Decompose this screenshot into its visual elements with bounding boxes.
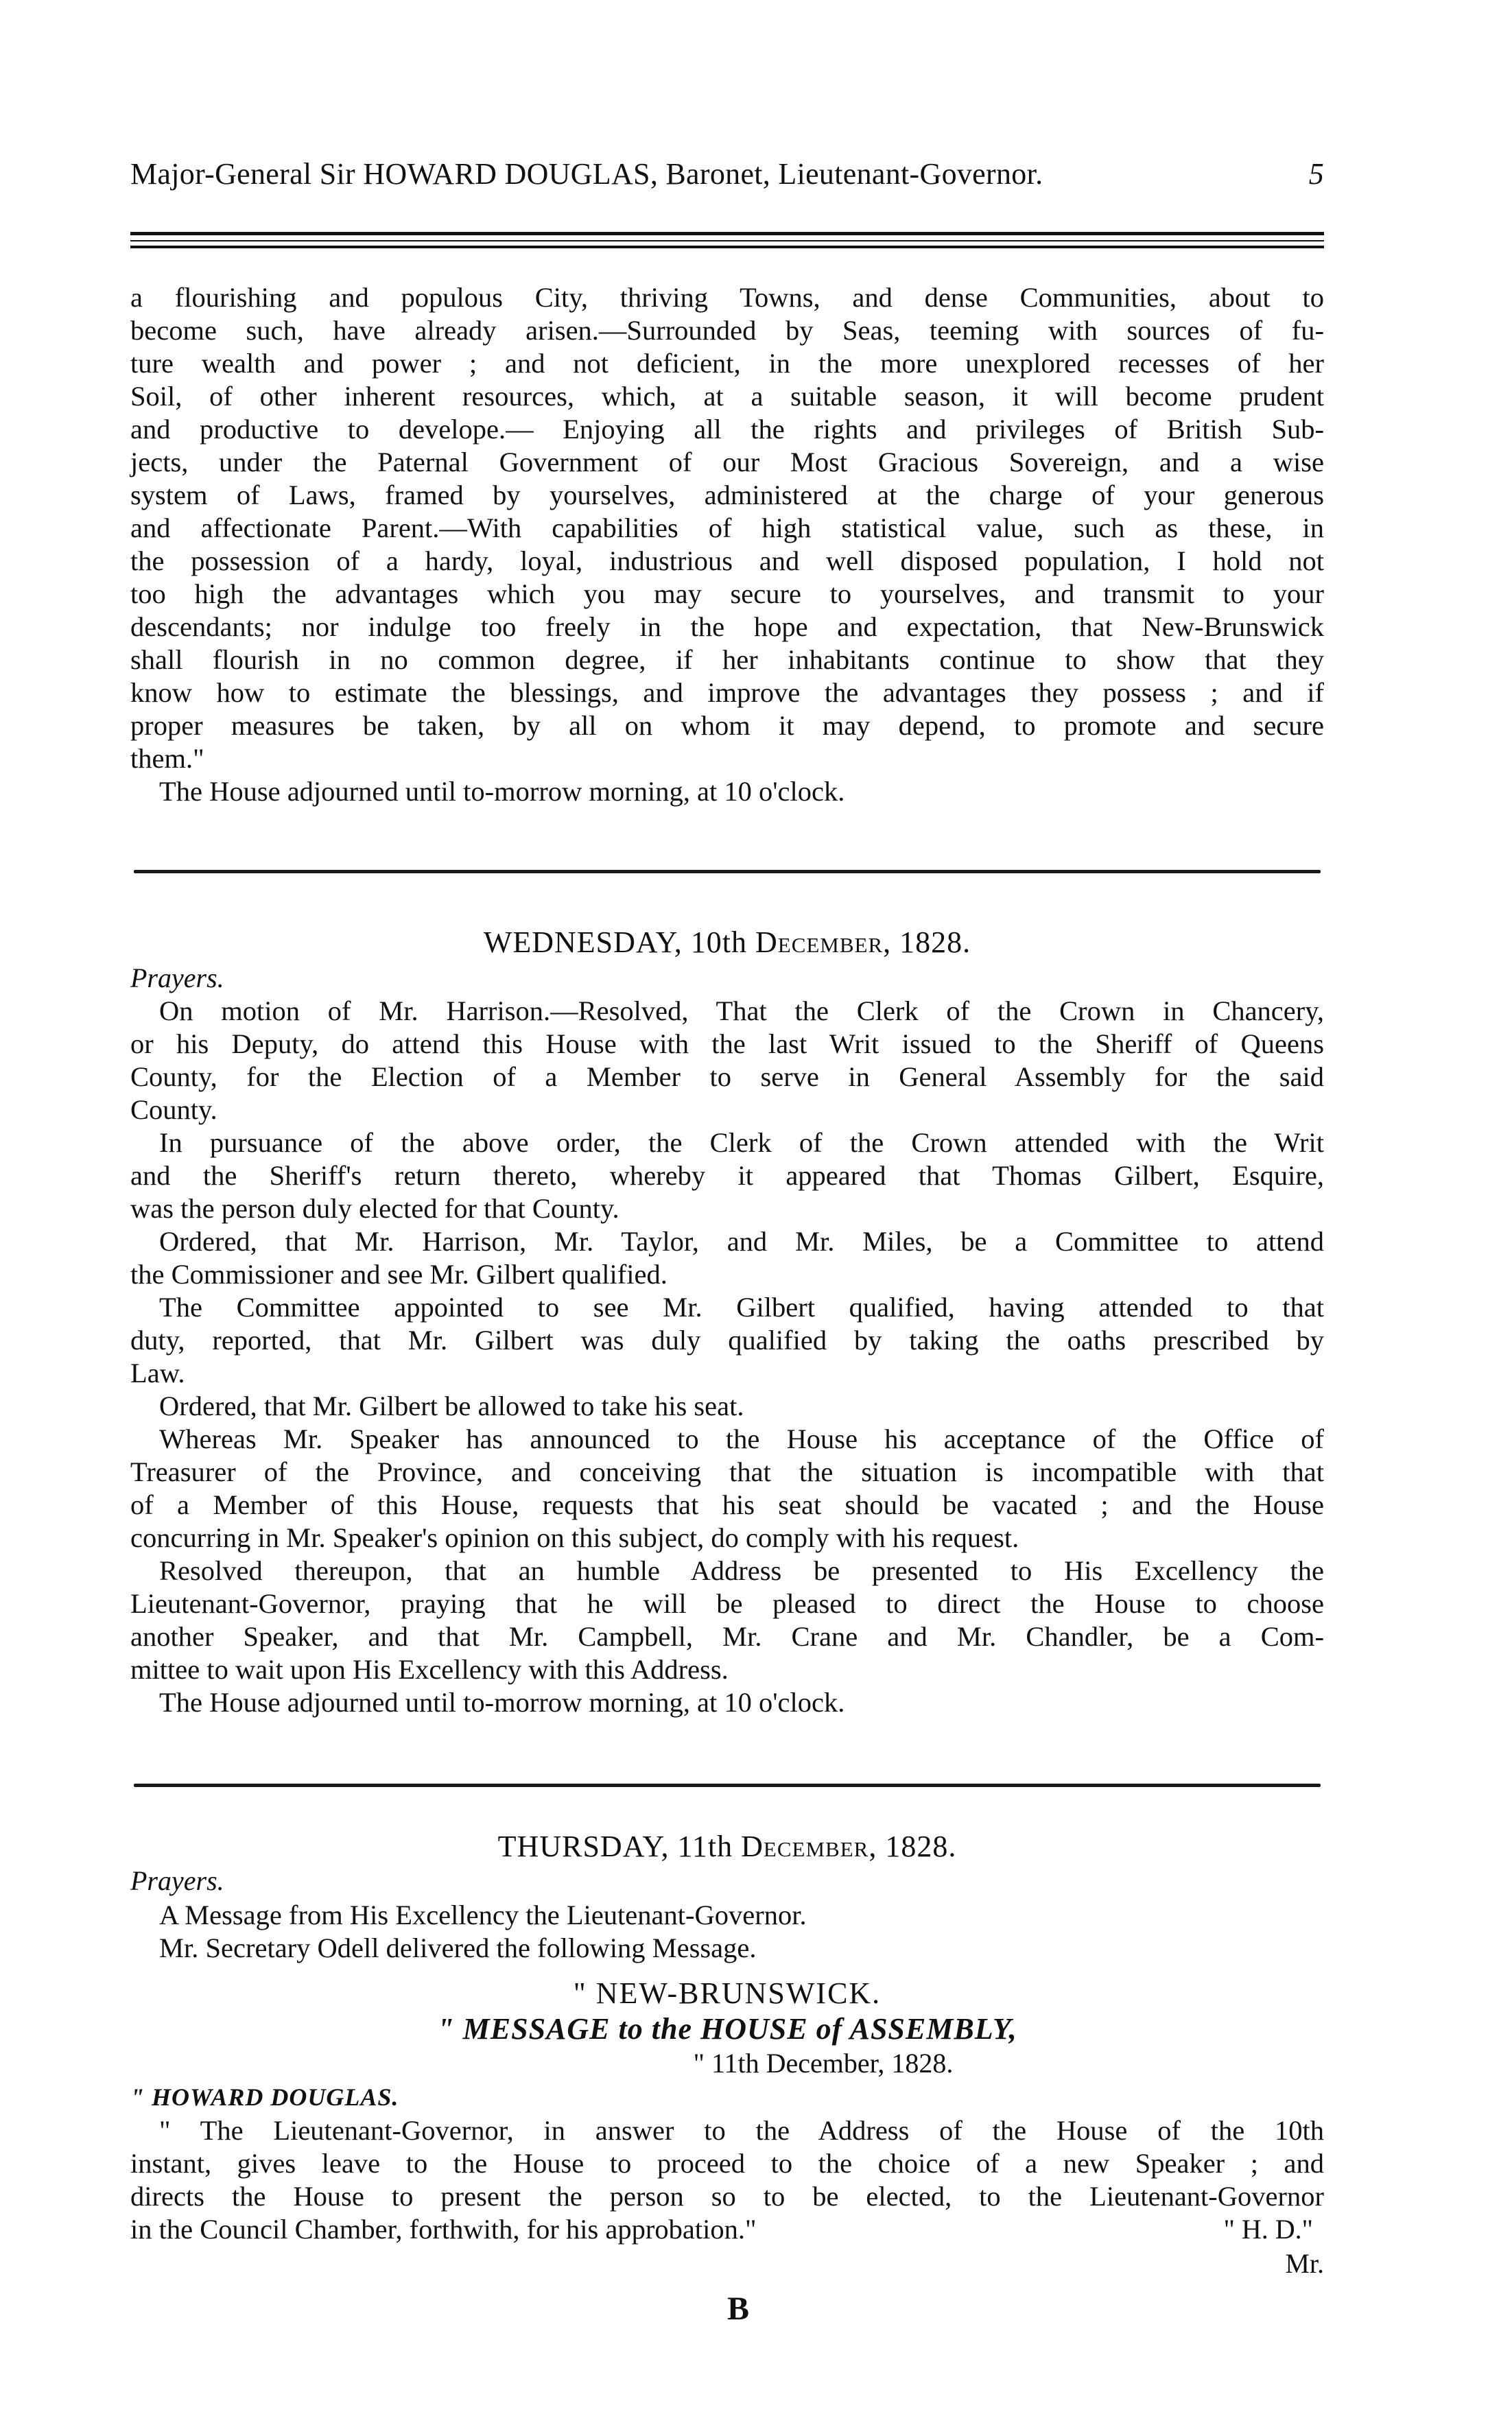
text-line: was the person duly elected for that County. [130,1193,619,1224]
prayers-label: Prayers. [130,962,224,993]
thursday-heading [130,1829,1324,1864]
text-line: County. [130,1094,217,1125]
text-line: become such, have already arisen.—Surrounded by Seas, teeming with sources of fu- [130,315,1324,346]
text-line: a flourishing and populous City, thriving Towns, and dense Communities, about to [130,282,1324,313]
text-line: and the Sheriff's return thereto, whereby it appeared that Thomas Gilbert, Esquire, [130,1160,1324,1191]
text-line: A Message from His Excellency the Lieutenant-Governor. [159,1900,807,1930]
text-line: directs the House to present the person so to be elected, to the Lieutenant-Governor [130,2181,1324,2212]
text-line: in the Council Chamber, forthwith, for his approbation." [130,2214,757,2245]
text-line: Soil, of other inherent resources, which, at a suitable season, it will become prudent [130,381,1324,412]
heading-year: , 1828. [869,1830,957,1863]
text-line: duty, reported, that Mr. Gilbert was duly qualified by taking the oaths prescribed by [130,1325,1324,1356]
text-line: On motion of Mr. Harrison.—Resolved, That the Clerk of the Crown in Chancery, [159,995,1324,1026]
text-line: Law. [130,1358,185,1388]
text-line: and productive to develope.— Enjoying all the rights and privileges of British Sub- [130,414,1324,445]
text-line: of a Member of this House, requests that his seat should be vacated ; and the House [130,1489,1324,1520]
wednesday-text [130,995,1324,1719]
section-separator [134,870,1321,873]
text-line: or his Deputy, do attend this House with the last Writ issued to the Sheriff of Queens [130,1028,1324,1059]
text-line: Whereas Mr. Speaker has announced to the House his acceptance of the Office of [159,1423,1324,1454]
text-line: the possession of a hardy, loyal, industrious and well disposed population, I hold not [130,545,1324,576]
heading-month: December [741,1830,869,1863]
text-line: the Commissioner and see Mr. Gilbert qualified. [130,1259,668,1290]
adjournment-line: The House adjourned until to-morrow morning, at 10 o'clock. [159,1687,845,1718]
text-line: them." [130,743,204,774]
head-rule-thick-lower [130,246,1324,248]
running-head-title: Major-General Sir HOWARD DOUGLAS, Baronet, Lieutenant-Governor. [130,157,1043,191]
text-line: County, for the Election of a Member to serve in General Assembly for the said [130,1061,1324,1092]
heading-month: December [755,925,884,959]
text-line: too high the advantages which you may secure to yourselves, and transmit to your [130,578,1324,609]
text-line: Mr. Secretary Odell delivered the following Message. [159,1932,757,1963]
message-signature: " HOWARD DOUGLAS. [130,2083,399,2111]
heading-day: THURSDAY, 11th [497,1830,742,1863]
heading-day: WEDNESDAY, 10th [483,925,755,959]
text-line: Ordered, that Mr. Gilbert be allowed to take his seat. [159,1391,744,1421]
signature-mark: B [727,2291,750,2327]
text-line: and affectionate Parent.—With capabilities of high statistical value, such as these, in [130,512,1324,543]
head-rule-thick [130,232,1324,235]
text-line: instant, gives leave to the House to proceed to the choice of a new Speaker ; and [130,2148,1324,2179]
message-body [130,2114,1324,2246]
catchword: Mr. [1285,2248,1324,2279]
text-line: concurring in Mr. Speaker's opinion on this subject, do comply with his request. [130,1522,1019,1553]
text-line: ture wealth and power ; and not deficient, in the more unexplored recesses of her [130,348,1324,379]
wednesday-heading [130,925,1324,960]
text-line: Lieutenant-Governor, praying that he will be pleased to direct the House to choose [130,1588,1324,1619]
text-line: proper measures be taken, by all on whom it may depend, to promote and secure [130,710,1324,741]
text-line: shall flourish in no common degree, if her inhabitants continue to show that they [130,644,1324,675]
text-line: know how to estimate the blessings, and improve the advantages they possess ; and if [130,677,1324,708]
adjournment-line: The House adjourned until to-morrow morning, at 10 o'clock. [159,776,845,807]
text-line: " The Lieutenant-Governor, in answer to the Address of the House of the 10th [159,2115,1324,2146]
text-line: another Speaker, and that Mr. Campbell, Mr. Crane and Mr. Chandler, be a Com- [130,1621,1324,1652]
message-subtitle: " MESSAGE to the HOUSE of ASSEMBLY, [437,2012,1017,2046]
text-line: The Committee appointed to see Mr. Gilbert qualified, having attended to that [159,1292,1324,1323]
page-number: 5 [1308,157,1324,191]
running-head [130,156,1324,191]
message-title: " NEW-BRUNSWICK. [573,1976,882,2010]
text-line: Treasurer of the Province, and conceiving that the situation is incompatible with that [130,1456,1324,1487]
message-initials: " H. D." [1223,2214,1313,2245]
prayers-label: Prayers. [130,1865,224,1896]
text-line: mittee to wait upon His Excellency with this Address. [130,1654,729,1685]
text-line: jects, under the Paternal Government of our Most Gracious Sovereign, and a wise [130,447,1324,477]
text-line: In pursuance of the above order, the Clerk of the Crown attended with the Writ [159,1127,1324,1158]
heading-year: , 1828. [883,925,971,959]
text-line: Ordered, that Mr. Harrison, Mr. Taylor, and Mr. Miles, be a Committee to attend [159,1226,1324,1257]
text-line: Resolved thereupon, that an humble Address be presented to His Excellency the [159,1555,1324,1586]
section-separator [134,1784,1321,1787]
message-date: " 11th December, 1828. [693,2048,954,2079]
text-line: descendants; nor indulge too freely in the hope and expectation, that New-Brunswick [130,611,1324,642]
head-rule-thin [130,240,1324,241]
continuation-text [130,281,1324,808]
text-line: system of Laws, framed by yourselves, administered at the charge of your generous [130,480,1324,510]
thursday-text [130,1899,1324,1965]
